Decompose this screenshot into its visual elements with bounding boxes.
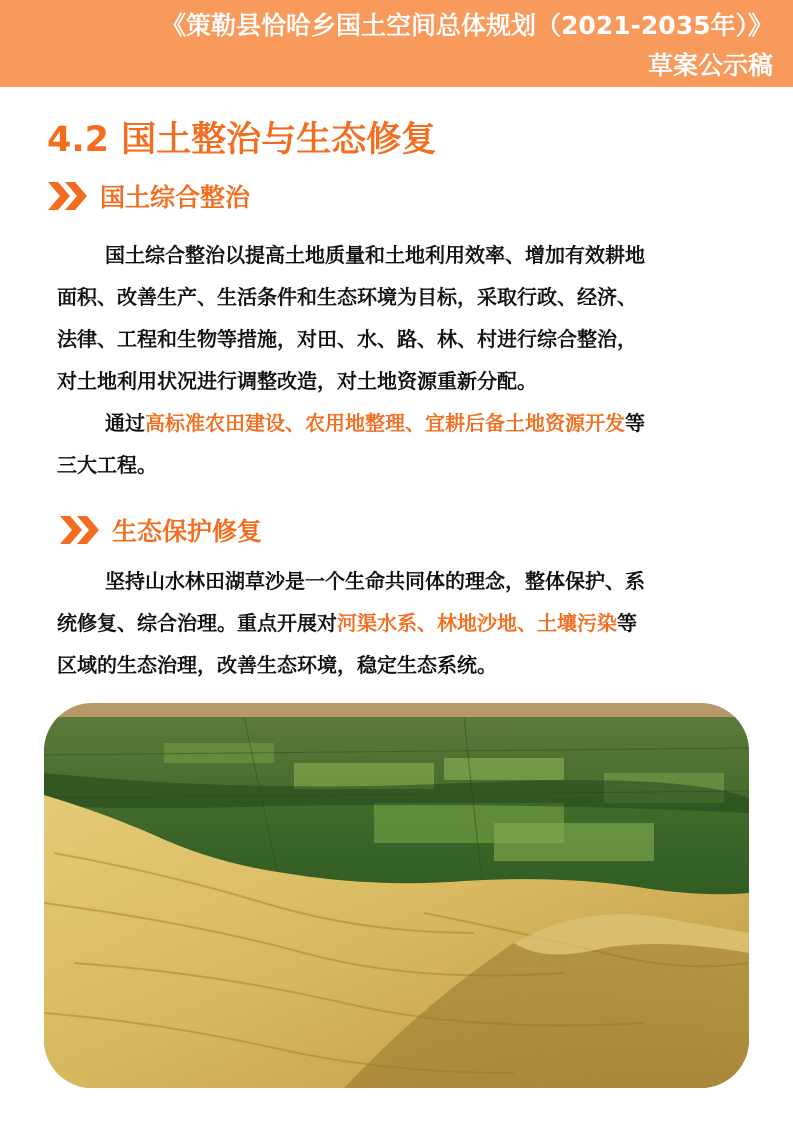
text-line	[57, 602, 757, 644]
document-status: 草案公示稿	[647, 51, 773, 80]
text-line: 区域的生态治理，改善生态环境，稳定生态系统。	[57, 653, 497, 677]
text-line: 国土综合整治以提高土地质量和土地利用效率、增加有效耕地	[105, 243, 645, 267]
text-line	[57, 402, 757, 444]
subsection-label: 国土综合整治	[100, 183, 251, 212]
text-line: 三大工程。	[57, 453, 157, 477]
text-line: 对土地利用状况进行调整改造，对土地资源重新分配。	[57, 369, 537, 393]
subsection-heading-land-consolidation	[48, 176, 250, 216]
land-consolidation-paragraph	[57, 234, 757, 402]
page-header	[0, 0, 793, 87]
highlighted-projects: 高标准农田建设、农用地整理、宜耕后备土地资源开发	[145, 411, 625, 435]
text-segment: 通过	[105, 411, 145, 435]
text-segment: 统修复、综合治理。重点开展对	[57, 611, 337, 635]
highlighted-areas: 河渠水系、林地沙地、土壤污染	[337, 611, 617, 635]
oasis-desert-photo	[44, 703, 749, 1088]
eco-restoration-paragraph	[57, 560, 757, 686]
oasis-desert-illustration	[44, 703, 749, 1088]
text-line: 法律、工程和生物等措施，对田、水、路、林、村进行综合整治，	[57, 327, 637, 351]
text-line: 面积、改善生产、生活条件和生态环境为目标，采取行政、经济、	[57, 285, 637, 309]
double-chevron-icon	[48, 180, 92, 212]
text-segment: 等	[625, 411, 645, 435]
land-consolidation-projects-paragraph	[57, 402, 757, 486]
text-segment: 等	[617, 611, 637, 635]
text-line: 坚持山水林田湖草沙是一个生命共同体的理念，整体保护、系	[105, 569, 645, 593]
subsection-label: 生态保护修复	[112, 517, 263, 546]
section-title: 4.2 国土整治与生态修复	[47, 120, 437, 160]
document-title: 《策勒县恰哈乡国土空间总体规划（2021-2035年）》	[160, 11, 773, 40]
double-chevron-icon	[60, 514, 104, 546]
subsection-heading-eco-restoration	[60, 510, 262, 550]
